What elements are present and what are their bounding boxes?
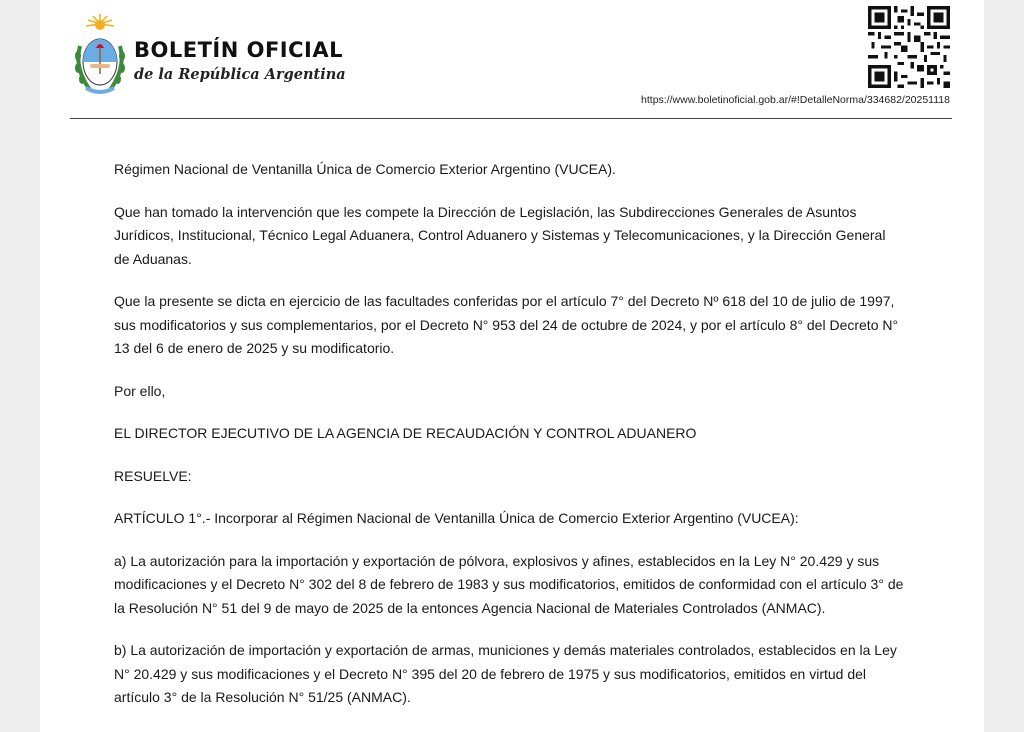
- paragraph-item-a: a) La autorización para la importación y exportación de pólvora, explosivos y afines, establecidos en la Ley N° 20.429 y sus modificaciones y el Decreto N° 302 del 8 de febrero de 1983 y sus modificatorios, emitidos de conformidad con el artículo 3° de la Resolución N° 51 del 9 de mayo de 2025 de la entonces Agencia Nacional de Materiales Controlados (ANMAC).: [114, 552, 904, 616]
- paragraph-item-b: b) La autorización de importación y exportación de armas, municiones y demás materiales controlados, establecidos en la Ley N° 20.429 y sus modificaciones y el Decreto N° 395 del 20 de febrero de 1975 y sus modificatorios, emitidos en virtud del artículo 3° de la Resolución N° 51/25 (ANMAC).: [114, 642, 897, 705]
- brand-title: BOLETÍN OFICIAL: [134, 38, 343, 62]
- qr-code-icon[interactable]: [868, 6, 950, 88]
- paragraph-intervention: Que han tomado la intervención que les compete la Dirección de Legislación, las Subdirecciones Generales de Asuntos Jurídicos, Institucional, Técnico Legal Aduanera, Control Aduanero y Sistemas y Telecomunicaciones, y la Dirección General de Aduanas.: [114, 203, 886, 267]
- document-page: [40, 0, 984, 732]
- header-divider: [70, 118, 952, 119]
- header: [40, 0, 984, 122]
- paragraph-resuelve: RESUELVE:: [114, 467, 192, 484]
- paragraph-faculties: Que la presente se dicta en ejercicio de las facultades conferidas por el artículo 7° del Decreto Nº 618 del 10 de julio de 1997, sus modificatorios y sus complementarios, por el Decreto N° 953 del 24 de octubre de 2024, y por el artículo 8° del Decreto N° 13 del 6 de enero de 2025 y su modificatorio.: [114, 293, 899, 356]
- paragraph-por-ello: Por ello,: [114, 382, 166, 399]
- paragraph-director: EL DIRECTOR EJECUTIVO DE LA AGENCIA DE RECAUDACIÓN Y CONTROL ADUANERO: [114, 425, 697, 441]
- paragraph-regimen-title: Régimen Nacional de Ventanilla Única de Comercio Exterior Argentino (VUCEA).: [114, 161, 616, 177]
- brand-subtitle: de la República Argentina: [134, 66, 346, 83]
- paragraph-article-1: ARTÍCULO 1°.- Incorporar al Régimen Nacional de Ventanilla Única de Comercio Exterior Argentino (VUCEA):: [114, 510, 799, 526]
- document-url-link[interactable]: https://www.boletinoficial.gob.ar/#!DetalleNorma/334682/20251118: [641, 94, 950, 106]
- document-body: [114, 158, 904, 729]
- argentina-coat-of-arms-icon: [72, 12, 128, 98]
